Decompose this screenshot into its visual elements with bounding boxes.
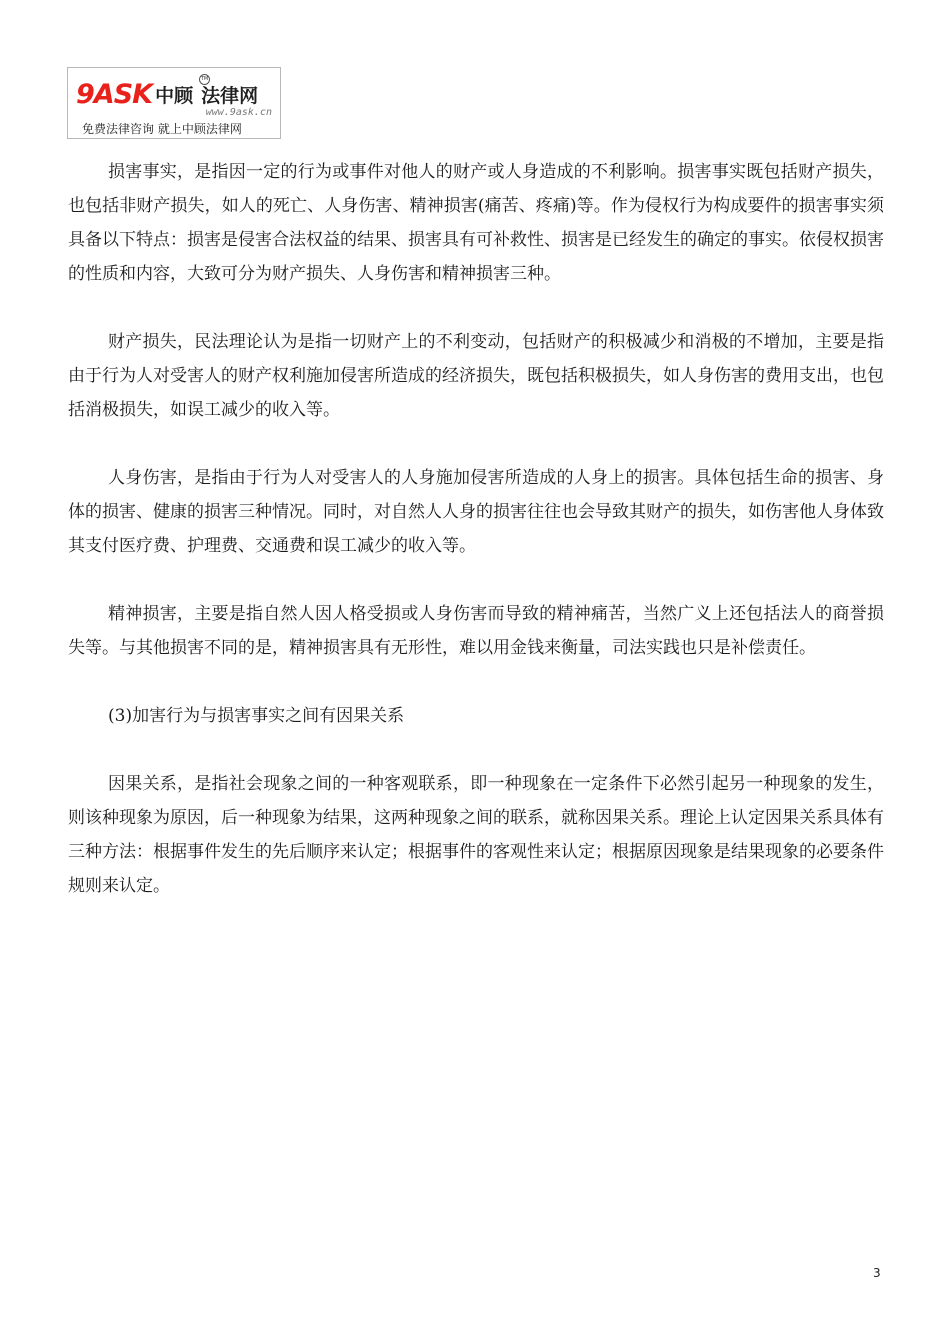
paragraph-damage-fact: 损害事实，是指因一定的行为或事件对他人的财产或人身造成的不利影响。损害事实既包括财产损失，也包括非财产损失，如人的死亡、人身伤害、精神损害(痛苦、疼痛)等。作为侵权行为构成要件的损害事实须具备以下特点：损害是侵害合法权益的结果、损害具有可补救性、损害是已经发生的确定的事实。依侵权损害的性质和内容，大致可分为财产损失、人身伤害和精神损害三种。 — [68, 162, 884, 284]
paragraph-gap — [68, 733, 884, 767]
logo-url: www.9ask.cn — [205, 107, 272, 118]
site-logo — [67, 67, 281, 139]
paragraph-gap — [68, 291, 884, 325]
paragraph-gap — [68, 665, 884, 699]
logo-slogan: 免费法律咨询 就上中顾法律网 — [82, 122, 242, 136]
paragraph-causation: 因果关系，是指社会现象之间的一种客观联系，即一种现象在一定条件下必然引起另一种现象的发生，则该种现象为原因，后一种现象为结果，这两种现象之间的联系，就称因果关系。理论上认定因果关系具体有三种方法：根据事件发生的先后顺序来认定；根据事件的客观性来认定；根据原因现象是结果现象的必要条件规则来认定。 — [68, 774, 884, 896]
paragraph-gap — [68, 427, 884, 461]
logo-name-part-1: 中顾 — [155, 85, 194, 107]
trademark-icon: TM — [199, 74, 210, 85]
page-number: 3 — [873, 1266, 881, 1280]
paragraph-property-loss: 财产损失，民法理论认为是指一切财产上的不利变动，包括财产的积极减少和消极的不增加，主要是指由于行为人对受害人的财产权利施加侵害所造成的经济损失，既包括积极损失，如人身伤害的费用支出，也包括消极损失，如误工减少的收入等。 — [68, 332, 884, 420]
section-heading-causation: (3)加害行为与损害事实之间有因果关系 — [108, 706, 405, 726]
document-body — [68, 155, 884, 903]
logo-name-part-2: 法律网 — [201, 85, 259, 107]
paragraph-personal-injury: 人身伤害，是指由于行为人对受害人的人身施加侵害所造成的人身上的损害。具体包括生命的损害、身体的损害、健康的损害三种情况。同时，对自然人人身的损害往往也会导致其财产的损失，如伤害他人身体致其支付医疗费、护理费、交通费和误工减少的收入等。 — [68, 468, 884, 556]
logo-mark — [76, 80, 152, 110]
paragraph-gap — [68, 563, 884, 597]
logo-mark-9: 9 — [76, 79, 94, 110]
logo-wordmark — [76, 76, 258, 110]
paragraph-mental-damage: 精神损害，主要是指自然人因人格受损或人身伤害而导致的精神痛苦，当然广义上还包括法人的商誉损失等。与其他损害不同的是，精神损害具有无形性，难以用金钱来衡量，司法实践也只是补偿责任。 — [68, 604, 884, 658]
logo-mark-ask: ASK — [93, 79, 153, 110]
